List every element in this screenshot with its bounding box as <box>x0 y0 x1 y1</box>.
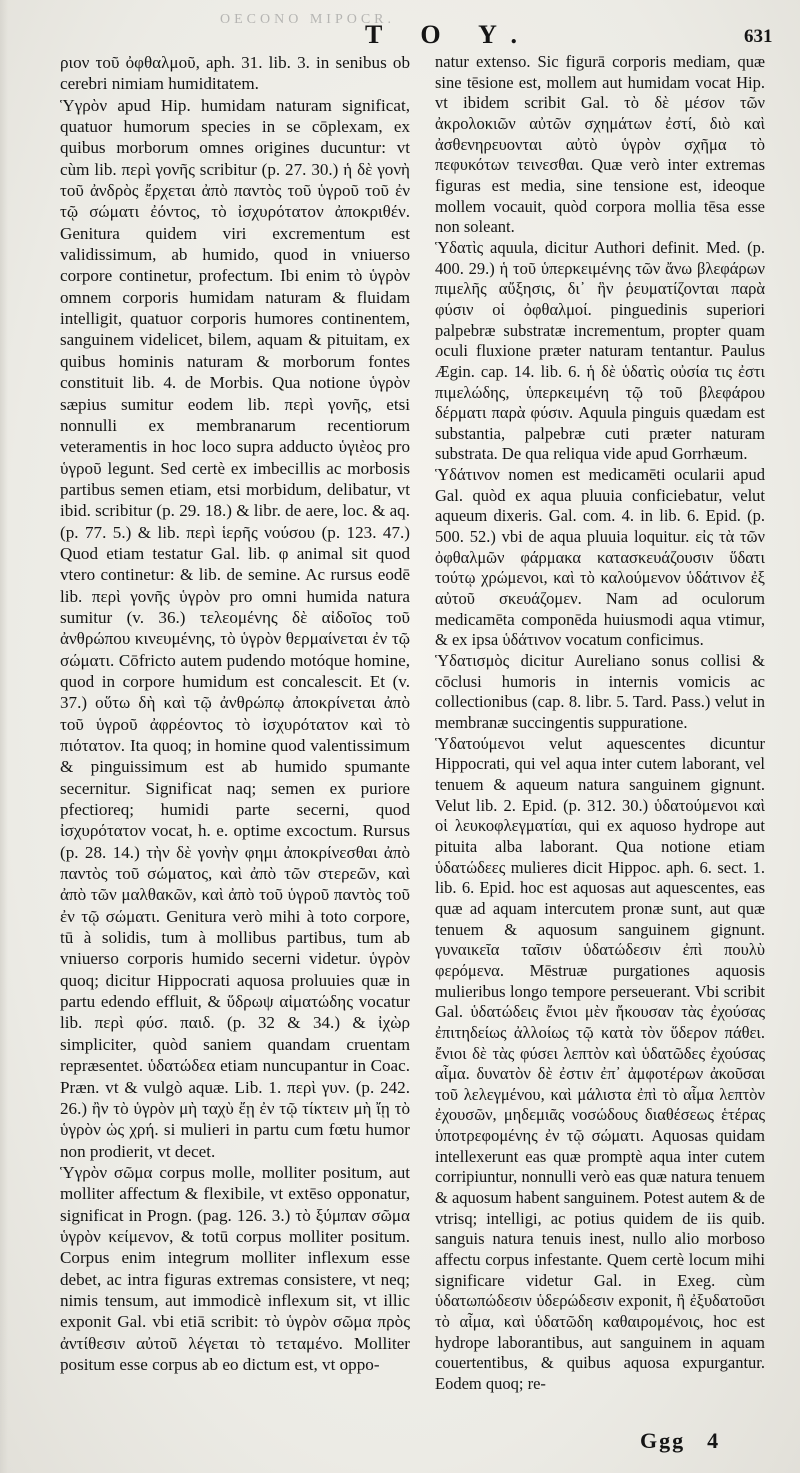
left-entry-2: Ὑγρὸν apud Hip. humidam naturam significat, quatuor humorum species in se cōplexam, ex quibus morborum omnes origines ducuntur: vt cùm lib. περὶ γονῆς scribitur (p. 27. 30.) ἡ δὲ γονὴ τοῦ ἀνδρὸς ἔρχεται ἀπὸ παντὸς τοῦ ὑγροῦ τοῦ ἐν τῷ σώματι ἐόντος, τὸ ἰσχυρότατον ἀποκριθέν. Genitura quidem viri excrementum est validissimum, ab humido, quod in vniuerso corpore continetur, profectum. Ibi enim τὸ ὑγρὸν omnem corporis humidam naturam & fluidam intelligit, quatuor corporis humores continentem, sanguinem videlicet, bilem, aquam & pituitam, ex quibus hominis naturam & morborum fontes constituit lib. 4. de Morbis. Qua notione ὑγρὸν sæpius sumitur eodem lib. περὶ γονῆς, etsi nonnulli ex membranarum recentiorum veteramentis in hoc loco supra adducto ὑγιὲος pro ὑγροῦ legunt. Sed certè ex imbecillis ac morbosis partibus semen etiam, etsi morbidum, delibatur, vt ibid. scribitur (p. 29. 18.) & libr. de aere, loc. & aq. (p. 77. 5.) & lib. περὶ ἱερῆς νούσου (p. 123. 47.) Quod etiam testatur Gal. lib. φ animal sit quod vtero continetur: & lib. de semine. Ac rursus eodē lib. περὶ γονῆς ὑγρὸν pro omni humida natura sumitur (v. 36.) τελεομένης δὲ αἰδοῖος τοῦ ἀνθρώπου κινευμένης, τὸ ὑγρὸν θερμαίνεται ἐν τῷ σώματι. Cōfricto autem pudendo motóque homine, quod in corpore humidum est concalescit. Et (v. 37.) οὕτω δὴ καὶ τῷ ἀνθρώπῳ ἀποκρίνεται ἀπὸ τοῦ ὑγροῦ ἀφρέοντος τὸ ἰσχυρότατον καὶ τὸ πιότατον. Ita quoq; in homine quod valentissimum & pinguissimum est ab humido spumante secernitur. Significat naq; semen ex puriore pfectioreq; humidi parte secerni, quod ἰσχυρότατον vocat, h. e. optime excoctum. Rursus (p. 28. 14.) τὴν δὲ γονὴν φημι ἀποκρίνεσθαι ἀπὸ παντὸς τοῦ σώματος, καὶ ἀπὸ τῶν στερεῶν, καὶ ἀπὸ τῶν μαλθακῶν, καὶ ἀπὸ τοῦ ὑγροῦ παντὸς τοῦ ἐν τῷ σώματι. Genitura verò mihi à toto corpore, tū à solidis, tum à mollibus partibus, tum ab vniuerso corporis humido secerni videtur. ὑγρὸν quoq; dicitur Hippocrati aquosa proluuies quæ in partu edendo effluit, & ὕδρωψ αἱματώδης vocatur lib. περὶ φύσ. παιδ. (p. 32 & 34.) & ἰχὼρ simpliciter, quòd saniem quandam cruentam repræsentet. ὑδατώδεα etiam nuncupantur in Coac. Præn. vt & vulgò aquæ. Lib. 1. περὶ γυν. (p. 242. 26.) ἢν τὸ ὑγρὸν μὴ ταχὺ ἔῃ ἐν τῷ τίκτειν μὴ ἴῃ τὸ ὑγρὸν ὡς χρή. si mulieri in partu cum fœtu humor non prodierit, vt decet. <box>60 95 410 1161</box>
page-footer <box>0 1420 800 1460</box>
show-through-text: OECONO MIPOCR. <box>220 12 396 27</box>
left-entry-1: ριον τοῦ ὀφθαλμοῦ, aph. 31. lib. 3. in senibus ob cerebri nimiam humiditatem. <box>60 53 410 94</box>
signature-mark <box>640 1428 720 1454</box>
right-entry-5: Ὑδατούμενοι velut aquescentes dicuntur Hippocrati, qui vel aqua inter cutem laborant, vel tenuem & aqueum natura sanguinem gignunt. Velut lib. 2. Epid. (p. 312. 30.) ὑδατούμενοι καὶ οἱ λευκοφλεγματίαι, qui ex aquoso hydrope aut pituita alba laborant. Qua notione etiam ὑδατώδεες mulieres dicit Hippoc. aph. 6. sect. 1. lib. 6. Epid. hoc est aquosas aut aquescentes, eas quæ ad aquam intercutem pronæ sunt, aut quæ tenuem & aquosum sanguinem gignunt. γυναικεῖα ταῖσιν ὑδατώδεσιν ἐπὶ πουλὺ φερόμενα. Mēstruæ purgationes aquosis mulieribus longo tempore perseuerant. Vbi scribit Gal. ὑδατώδεις ἔνιοι μὲν ἤκουσαν τὰς ἐχούσας ἐπιτηδείως ἀλλοίως τῷ κατὰ τὸν ὕδερον πάθει. ἔνιοι δὲ τὰς φύσει λεπτὸν καὶ ὑδατῶδες ἐχούσας αἷμα. δυνατὸν δὲ ἐστιν ἐπ᾽ ἀμφοτέρων ἀκοῦσαι τοῦ λελεγμένου, καὶ μάλιστα ἐπὶ τὸ αἷμα λεπτὸν ἐχουσῶν, μηδεμιᾶς νοσώδους διαθέσεως ἑτέρας ὑποτρεφομένης ἐν τῷ σώματι. Aquosas quidam intellexerunt eas quæ promptè aqua inter cutem corripiuntur, nonnulli verò eas quæ natura tenuem & aquosum habent sanguinem. Potest autem & de vtrisq; intelligi, ac potius quidem de iis quib. sanguis natura tenuis inest, nullo alio morboso affectu corpus infestante. Quem certè locum mihi significare videtur Gal. in Exeg. cùm ὑδατωπώδεσιν ὑδερώδεσιν exponit, ἢ ἐξυδατοῦσι τὸ αἷμα, καὶ ὑδατῶδη καθαιρομένοις, hoc est hydrope laborantibus, aut sanguinem in aquam couertentibus, & quibus aquosa expurgantur. Eodem quoq; re- <box>435 733 765 1393</box>
signature-letters: Ggg <box>640 1428 686 1453</box>
left-entry-3: Ὑγρὸν σῶμα corpus molle, molliter positum, aut molliter affectum & flexibile, vt extēso opponatur, significat in Progn. (pag. 126. 3.) τὸ ξύμπαν σῶμα ὑγρὸν κείμενον, & totū corpus molliter positum. Corpus enim integrum molliter inflexum esse debet, ac intra figuras extremas consistere, vt neq; nimis tensum, aut immodicè inflexum sit, vt illic exponit Gal. vbi etiā scribit: τὸ ὑγρὸν σῶμα πρὸς ἀντίθεσιν αὐτοῦ λέγεται τὸ τεταμένο. Molliter positum esse corpus ab eo dictum est, vt oppo- <box>60 1162 410 1374</box>
right-entry-2: Ὑδατὶς aquula, dicitur Authori definit. Med. (p. 400. 29.) ἡ τοῦ ὑπερκειμένης τῶν ἄνω βλεφάρων πιμελῆς αὔξησις, δι᾽ ἣν ῥευματίζονται παρὰ φύσιν οἱ ὀφθαλμοί. pinguedinis superiori palpebræ substratæ incrementum, propter quam oculi fluxione præter naturam tentantur. Paulus Ægin. cap. 14. lib. 6. ἡ δὲ ὑδατὶς οὐσία τις ἐστι πιμελώδης, ὑπερκειμένη τῷ τοῦ βλεφάρου δέρματι παρὰ φύσιν. Aquula pinguis quædam est substantia, palpebræ cuti præter naturam substrata. De qua reliqua vide apud Gorrhæum. <box>435 237 765 464</box>
right-column <box>435 52 765 1395</box>
right-entry-3: Ὑδάτινον nomen est medicamēti ocularii apud Gal. quòd ex aqua pluuia conficiebatur, velut aqueum dixeris. Gal. com. 4. in lib. 6. Epid. (p. 500. 52.) vbi de aqua pluuia loquitur. εἰς τὰ τῶν ὀφθαλμῶν φάρμακα κατασκευάζουσιν ὕδατι τούτῳ χρώμενοι, καὶ τὸ καλούμενον ὑδάτινον ἐξ αὐτοῦ σκευάζομεν. Nam ad oculorum medicamēta componēda huiusmodi aqua vtimur, & ex ipsa ὑδάτινον vocatum conficimus. <box>435 465 765 650</box>
page-number: 631 <box>744 26 773 47</box>
running-header <box>0 10 800 50</box>
running-title: T O Y. <box>365 20 534 49</box>
signature-number: 4 <box>707 1428 721 1453</box>
page-gutter-shadow <box>0 0 8 1473</box>
right-entry-1: natur extenso. Sic figurā corporis mediam, quæ sine tēsione est, mollem aut humidam vocat Hip. vt ibidem scribit Gal. τὸ δὲ μέσον τῶν ἀκρολοκιῶν αὐτῶν σχημάτων ἐστί, διὸ καὶ ἀσθενηρευονται αὐτὸ ὑγρὸν σχῆμα τὸ πεφυκότων τεινεσθαι. Quæ verò inter extremas figuras est media, sine tensione est, ideoque mollem vocauit, quòd corpora mollia tēsa esse non soleant. <box>435 52 765 237</box>
right-entry-4: Ὑδατισμὸς dicitur Aureliano sonus collisi & cōclusi humoris in internis vomicis ac collectionibus (cap. 8. libr. 5. Tard. Pass.) velut in membranæ succingentis suppuratione. <box>435 651 765 732</box>
left-column <box>60 52 410 1375</box>
